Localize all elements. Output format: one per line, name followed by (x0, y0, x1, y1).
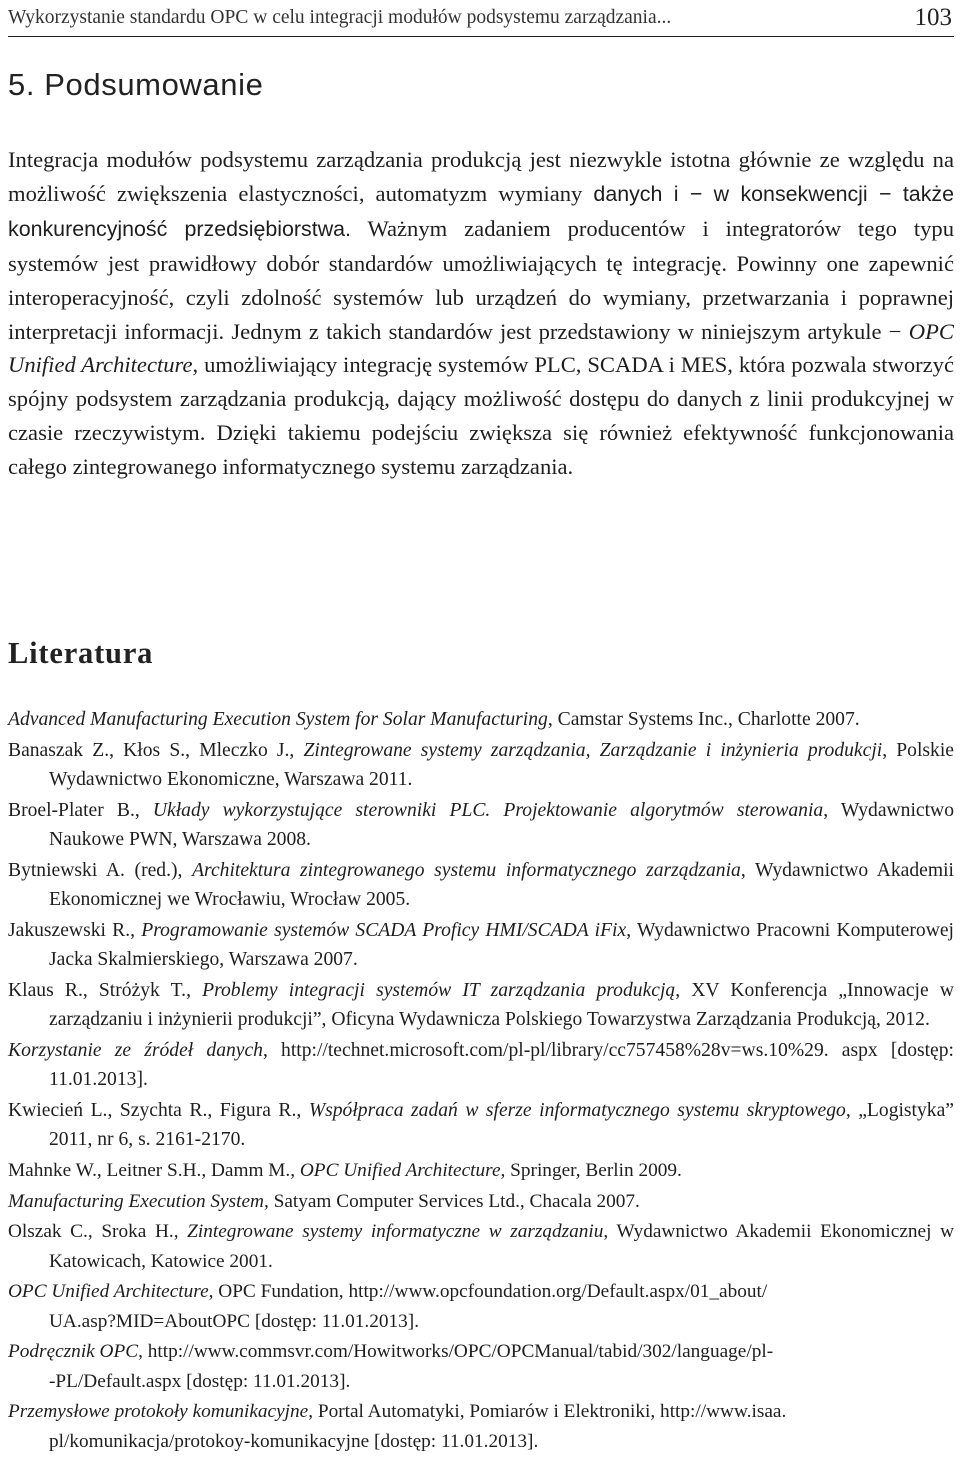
paragraph-text: nej interpretacji informacji. Jednym z takich standardów jest przedstawiony w ni (8, 284, 954, 344)
reference-publisher: , Wydawnictwo Akademii Ekonomicznej w Katowicach, Katowice 2001. (49, 1221, 955, 1272)
reference-link: , http://www.commsvr.com/Howitworks/OPC/OPCManual/tabid/302/language/pl- (138, 1341, 774, 1363)
reference-publisher: , Polskie Wydawnictwo Ekonomiczne, Warszawa 2011. (49, 739, 954, 790)
reference-author: Mahnke W., Leitner S.H., Damm M., (8, 1159, 300, 1181)
reference-publisher: , Wydawnictwo Pracowni Komputerowej Jacka Skalmierskiego, Warszawa 2007. (49, 919, 954, 970)
paragraph-text: Integracja modułów podsystemu zarządzania produkcją jest niezwykle istotna głów (8, 147, 784, 172)
reference-title: Współpraca zadań w sferze informatycznego systemu skryptowego (308, 1099, 846, 1121)
body-paragraph (8, 143, 954, 484)
reference-item (8, 796, 954, 854)
reference-author: Banaszak Z., Kłos S., Mleczko J., (8, 739, 304, 761)
reference-title: Architektura zintegrowanego systemu informatycznego zarządzania (192, 859, 741, 881)
literature-heading: Literatura (8, 636, 154, 670)
reference-author: Broel-Plater B., (8, 799, 153, 821)
reference-publisher: , XV Konferencja „Inno (675, 979, 883, 1001)
reference-item (8, 1217, 954, 1275)
reference-link: pl/komunikacja/protokoy-komunikacyjne [dostęp: 11.01.2013]. (49, 1430, 539, 1452)
reference-title: OPC Unified Architecture (8, 1281, 209, 1303)
reference-author: Kwiecień L., Szychta R., Figura R., (8, 1099, 309, 1121)
reference-publisher: wacje w zarządzaniu i inżynierii produkcji”, Oficyna Wydawnicza Polskiego Towarzystwa Zarzą (49, 979, 954, 1030)
reference-author: Jakuszewski R., (8, 919, 142, 941)
reference-author: Bytniewski A. (red.), (8, 859, 193, 881)
reference-item (8, 1397, 954, 1455)
paragraph-text: ność, czyli zdolność systemów lub urządzeń do wymiany, przetwarzania i popraw (127, 284, 927, 310)
reference-item (8, 1156, 954, 1185)
reference-publisher: , Wy (823, 799, 869, 821)
running-header (8, 4, 954, 37)
reference-title: Korzystanie ze źródeł danych (8, 1039, 263, 1061)
reference-title: Układy wykorzystujące sterowniki PLC. Projektowanie algorytmów sterowania (152, 799, 824, 821)
reference-item (8, 705, 954, 734)
reference-title: Zintegrowane systemy informatyczne w zarządzaniu (187, 1221, 604, 1243)
reference-publisher: , Camstar Systems Inc., Charlotte 2007. (547, 709, 860, 730)
paragraph-text: , umożliwiający integrację systemów PLC, SCADA i MES, która pozwala stworzyć spójny podsystem zarządzania pro (8, 352, 954, 412)
reference-title: Zintegrowane systemy zarządzania, Zarządzanie i inżynieria produk (303, 739, 863, 761)
reference-link: -PL/Default.aspx [dostęp: 11.01.2013]. (49, 1370, 351, 1392)
section-heading: 5. Podsumowanie (8, 67, 264, 102)
reference-title: cji (862, 739, 883, 761)
paragraph-text: Powinny one zapewnić interoperacyj (8, 250, 954, 310)
reference-publisher: two Akademii Ekonomicznej we Wrocławiu, Wrocław 2005. (49, 859, 954, 910)
paragraph-emphasis: OPC Unified Architecture (8, 318, 954, 378)
reference-item (8, 736, 954, 794)
page-number: 103 (914, 4, 952, 31)
reference-author: Klaus R., Stróżyk T., (8, 979, 203, 1001)
reference-item (8, 856, 954, 914)
paragraph-text: Ważnym zadaniem producentów i integratorów tego typu systemów jest prawidłowy dobór standardów umożliwiających tę integrację. (8, 215, 954, 276)
reference-link: UA.asp?MID=AboutOPC [dostęp: 11.01.2013]. (49, 1310, 420, 1332)
reference-title: Manufacturing Execution System (8, 1190, 264, 1212)
paragraph-text: niejszym artykule − (718, 318, 909, 344)
reference-title: Podręcznik OPC (8, 1341, 139, 1363)
reference-publisher: dawnictwo Naukowe PWN, Warszawa 2008. (49, 799, 955, 850)
reference-item (8, 1036, 954, 1094)
reference-item (8, 1096, 954, 1154)
paragraph-text: stym. Dzięki takiemu podejściu zwiększa się również efektywność funkcjonowania całego zintegrowanego informatycznego systemu zarządzania. (8, 420, 954, 480)
running-header-title: Wykorzystanie standardu OPC w celu integracji modułów podsystemu zarządzania... (8, 7, 672, 28)
reference-list (8, 705, 954, 1457)
reference-title: Programowanie systemów SCADA Proficy HMI/SCADA iFix (141, 919, 627, 941)
reference-item (8, 916, 954, 974)
reference-publisher: , „Logistyka” 2011, nr 6, s. 2161-2170. (49, 1099, 954, 1150)
reference-item (8, 1187, 954, 1216)
reference-publisher: dzania Produkcją, 2012. (740, 1009, 930, 1030)
paragraph-text: nie ze względu na możliwość zwiększenia elastyczności, automatyzm wymiany (8, 147, 954, 206)
reference-link: , http://technet.microsoft.com/pl-pl/library/cc757458%28v=ws.10%29. aspx [dostęp: 11.01.2013]. (49, 1039, 954, 1090)
reference-publisher: , Satyam Computer Services Ltd., Chacala 2007. (263, 1190, 640, 1212)
reference-title: Przemysłowe protokoły komunikacyjne (8, 1401, 309, 1423)
paragraph-text: dukcją, dający możliwość dostępu do danych z linii produkcyjnej w czasie rzeczywi (8, 386, 954, 446)
reference-item (8, 976, 954, 1034)
reference-title: Problemy integracji systemów IT zarządzania produkcją (202, 979, 676, 1001)
reference-publisher: , Wydawnic (740, 859, 839, 881)
reference-title: OPC Unified Architecture (299, 1159, 501, 1181)
reference-author: Olszak C., Sroka H., (8, 1221, 188, 1243)
reference-link: , OPC Fundation, http://www.opcfoundation.org/Default.aspx/01_about/ (208, 1281, 768, 1303)
reference-link: , Portal Automatyki, Pomiarów i Elektroniki, http://www.isaa. (308, 1401, 787, 1423)
reference-item (8, 1277, 954, 1335)
reference-publisher: , Springer, Berlin 2009. (500, 1159, 682, 1181)
paragraph-text: danych i − w konsekwencji − także konkurencyjność przedsiębiorstwa. (8, 181, 954, 241)
reference-item (8, 1337, 954, 1395)
reference-title: Advanced Manufacturing Execution System for Solar Manufacturing (8, 709, 548, 730)
